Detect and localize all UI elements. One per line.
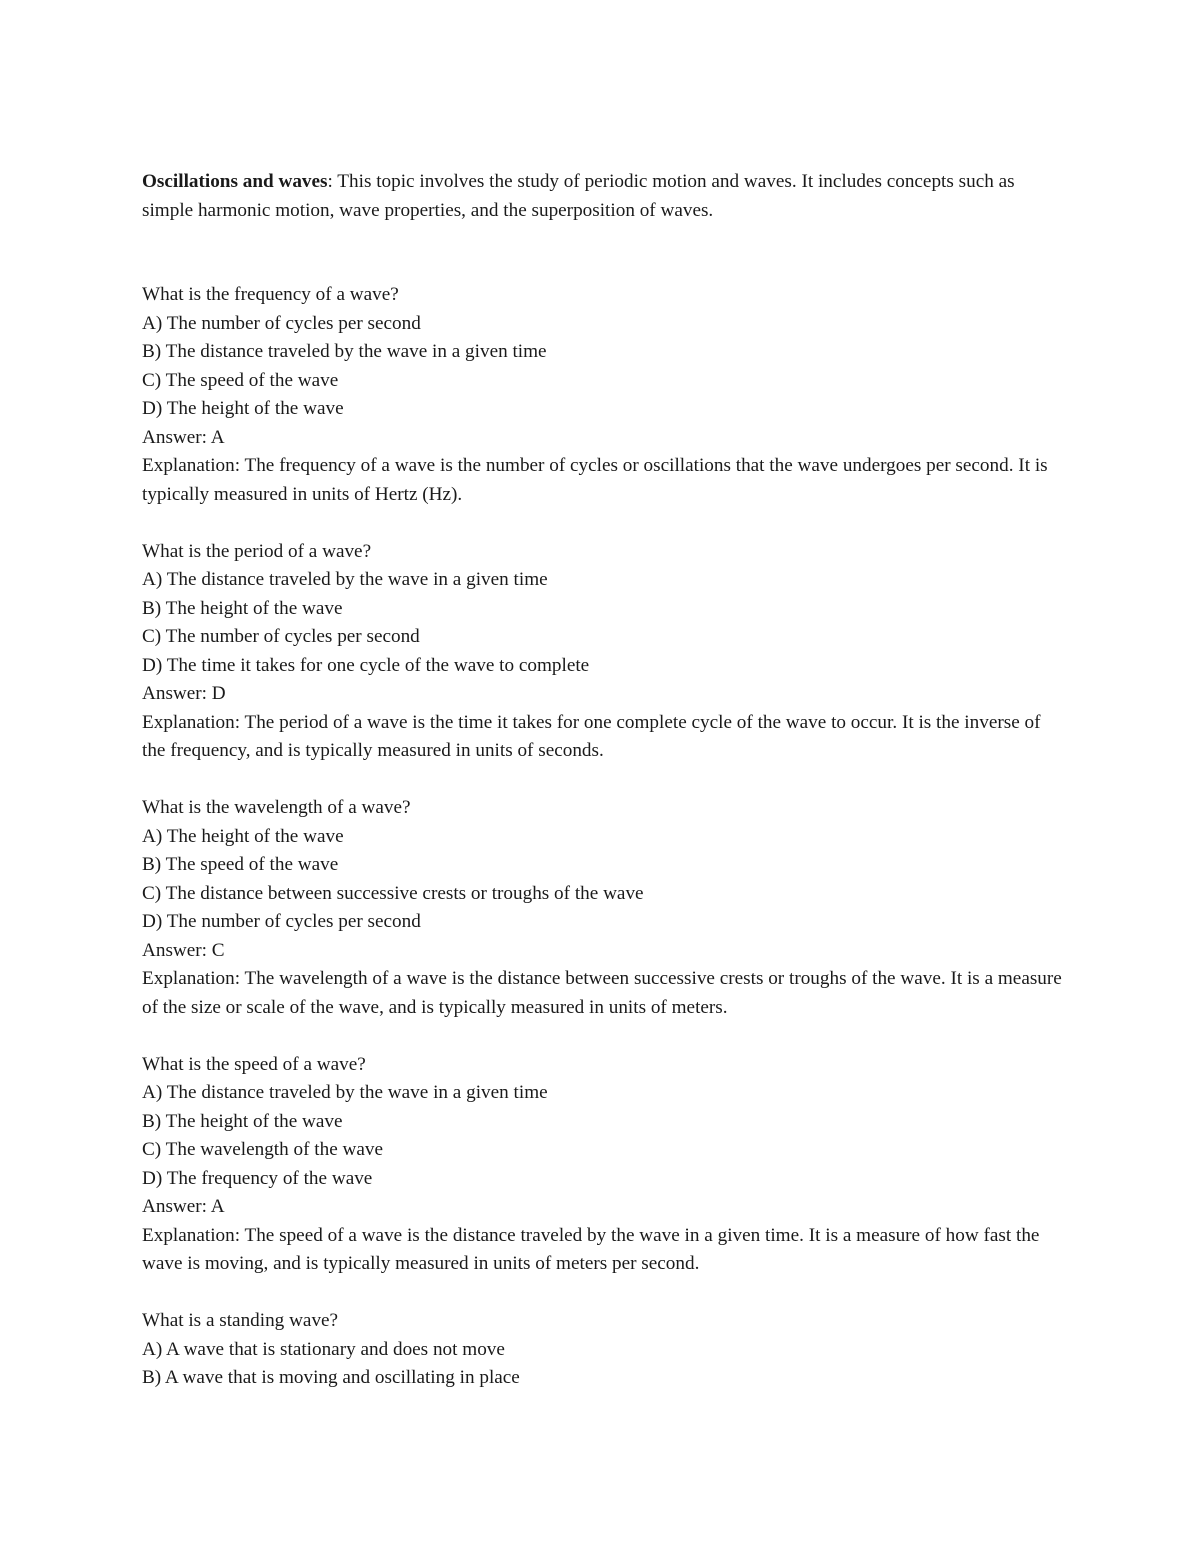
answer: Answer: D (142, 683, 226, 704)
option-c: C) The number of cycles per second (142, 626, 420, 647)
answer: Answer: C (142, 939, 225, 961)
question-text: What is a standing wave? (142, 1310, 339, 1331)
option-b: B) The height of the wave (142, 597, 343, 619)
explanation: Explanation: The frequency of a wave is the number of cycles or oscillations that the wave undergoes per second. It is typically measured in units of Hertz (Hz). (142, 455, 1048, 505)
question-text: What is the speed of a wave? (142, 1053, 366, 1075)
option-d: D) The frequency of the wave (142, 1167, 373, 1189)
option-b: B) The height of the wave (142, 1110, 343, 1132)
question-text: What is the period of a wave? (142, 540, 372, 562)
answer: Answer: A (142, 1196, 225, 1217)
option-a: A) A wave that is stationary and does not move (142, 1338, 505, 1360)
option-c: C) The wavelength of the wave (142, 1139, 384, 1160)
option-a: A) The number of cycles per second (142, 312, 421, 334)
explanation: Explanation: The speed of a wave is the distance traveled by the wave in a given time. It is a measure of how fast the wave is moving, and is typically measured in units of meters per second. (142, 1224, 1040, 1274)
topic-heading: Oscillations and waves (142, 171, 328, 192)
option-d: D) The number of cycles per second (142, 911, 421, 932)
question-text: What is the wavelength of a wave? (142, 797, 411, 818)
option-a: A) The distance traveled by the wave in a given time (142, 1082, 548, 1103)
question-block-4 (142, 1051, 1062, 1279)
option-b: B) The speed of the wave (142, 854, 339, 875)
option-c: C) The speed of the wave (142, 369, 339, 391)
answer: Answer: A (142, 426, 225, 448)
option-b: B) The distance traveled by the wave in a given time (142, 341, 547, 362)
option-a: A) The height of the wave (142, 825, 344, 847)
option-b: B) A wave that is moving and oscillating in place (142, 1367, 520, 1388)
question-block-1 (142, 281, 1062, 509)
intro-text: : This topic involves the study of periodic motion and waves. It includes concepts such as simple harmonic motion, wave properties, and the superposition of waves. (142, 171, 1015, 221)
question-block-5 (142, 1307, 1062, 1393)
option-d: D) The time it takes for one cycle of the wave to complete (142, 654, 590, 676)
option-a: A) The distance traveled by the wave in a given time (142, 569, 548, 590)
explanation: Explanation: The period of a wave is the time it takes for one complete cycle of the wave to occur. It is the inverse of the frequency, and is typically measured in units of seconds. (142, 711, 1041, 761)
intro-paragraph (142, 168, 1062, 225)
question-block-3 (142, 794, 1062, 1022)
question-text: What is the frequency of a wave? (142, 284, 399, 305)
document-page (142, 168, 1062, 1421)
question-block-2 (142, 538, 1062, 766)
option-d: D) The height of the wave (142, 398, 344, 419)
option-c: C) The distance between successive crests or troughs of the wave (142, 882, 644, 904)
explanation: Explanation: The wavelength of a wave is the distance between successive crests or troughs of the wave. It is a measure of the size or scale of the wave, and is typically measured in units of meters. (142, 968, 1062, 1018)
